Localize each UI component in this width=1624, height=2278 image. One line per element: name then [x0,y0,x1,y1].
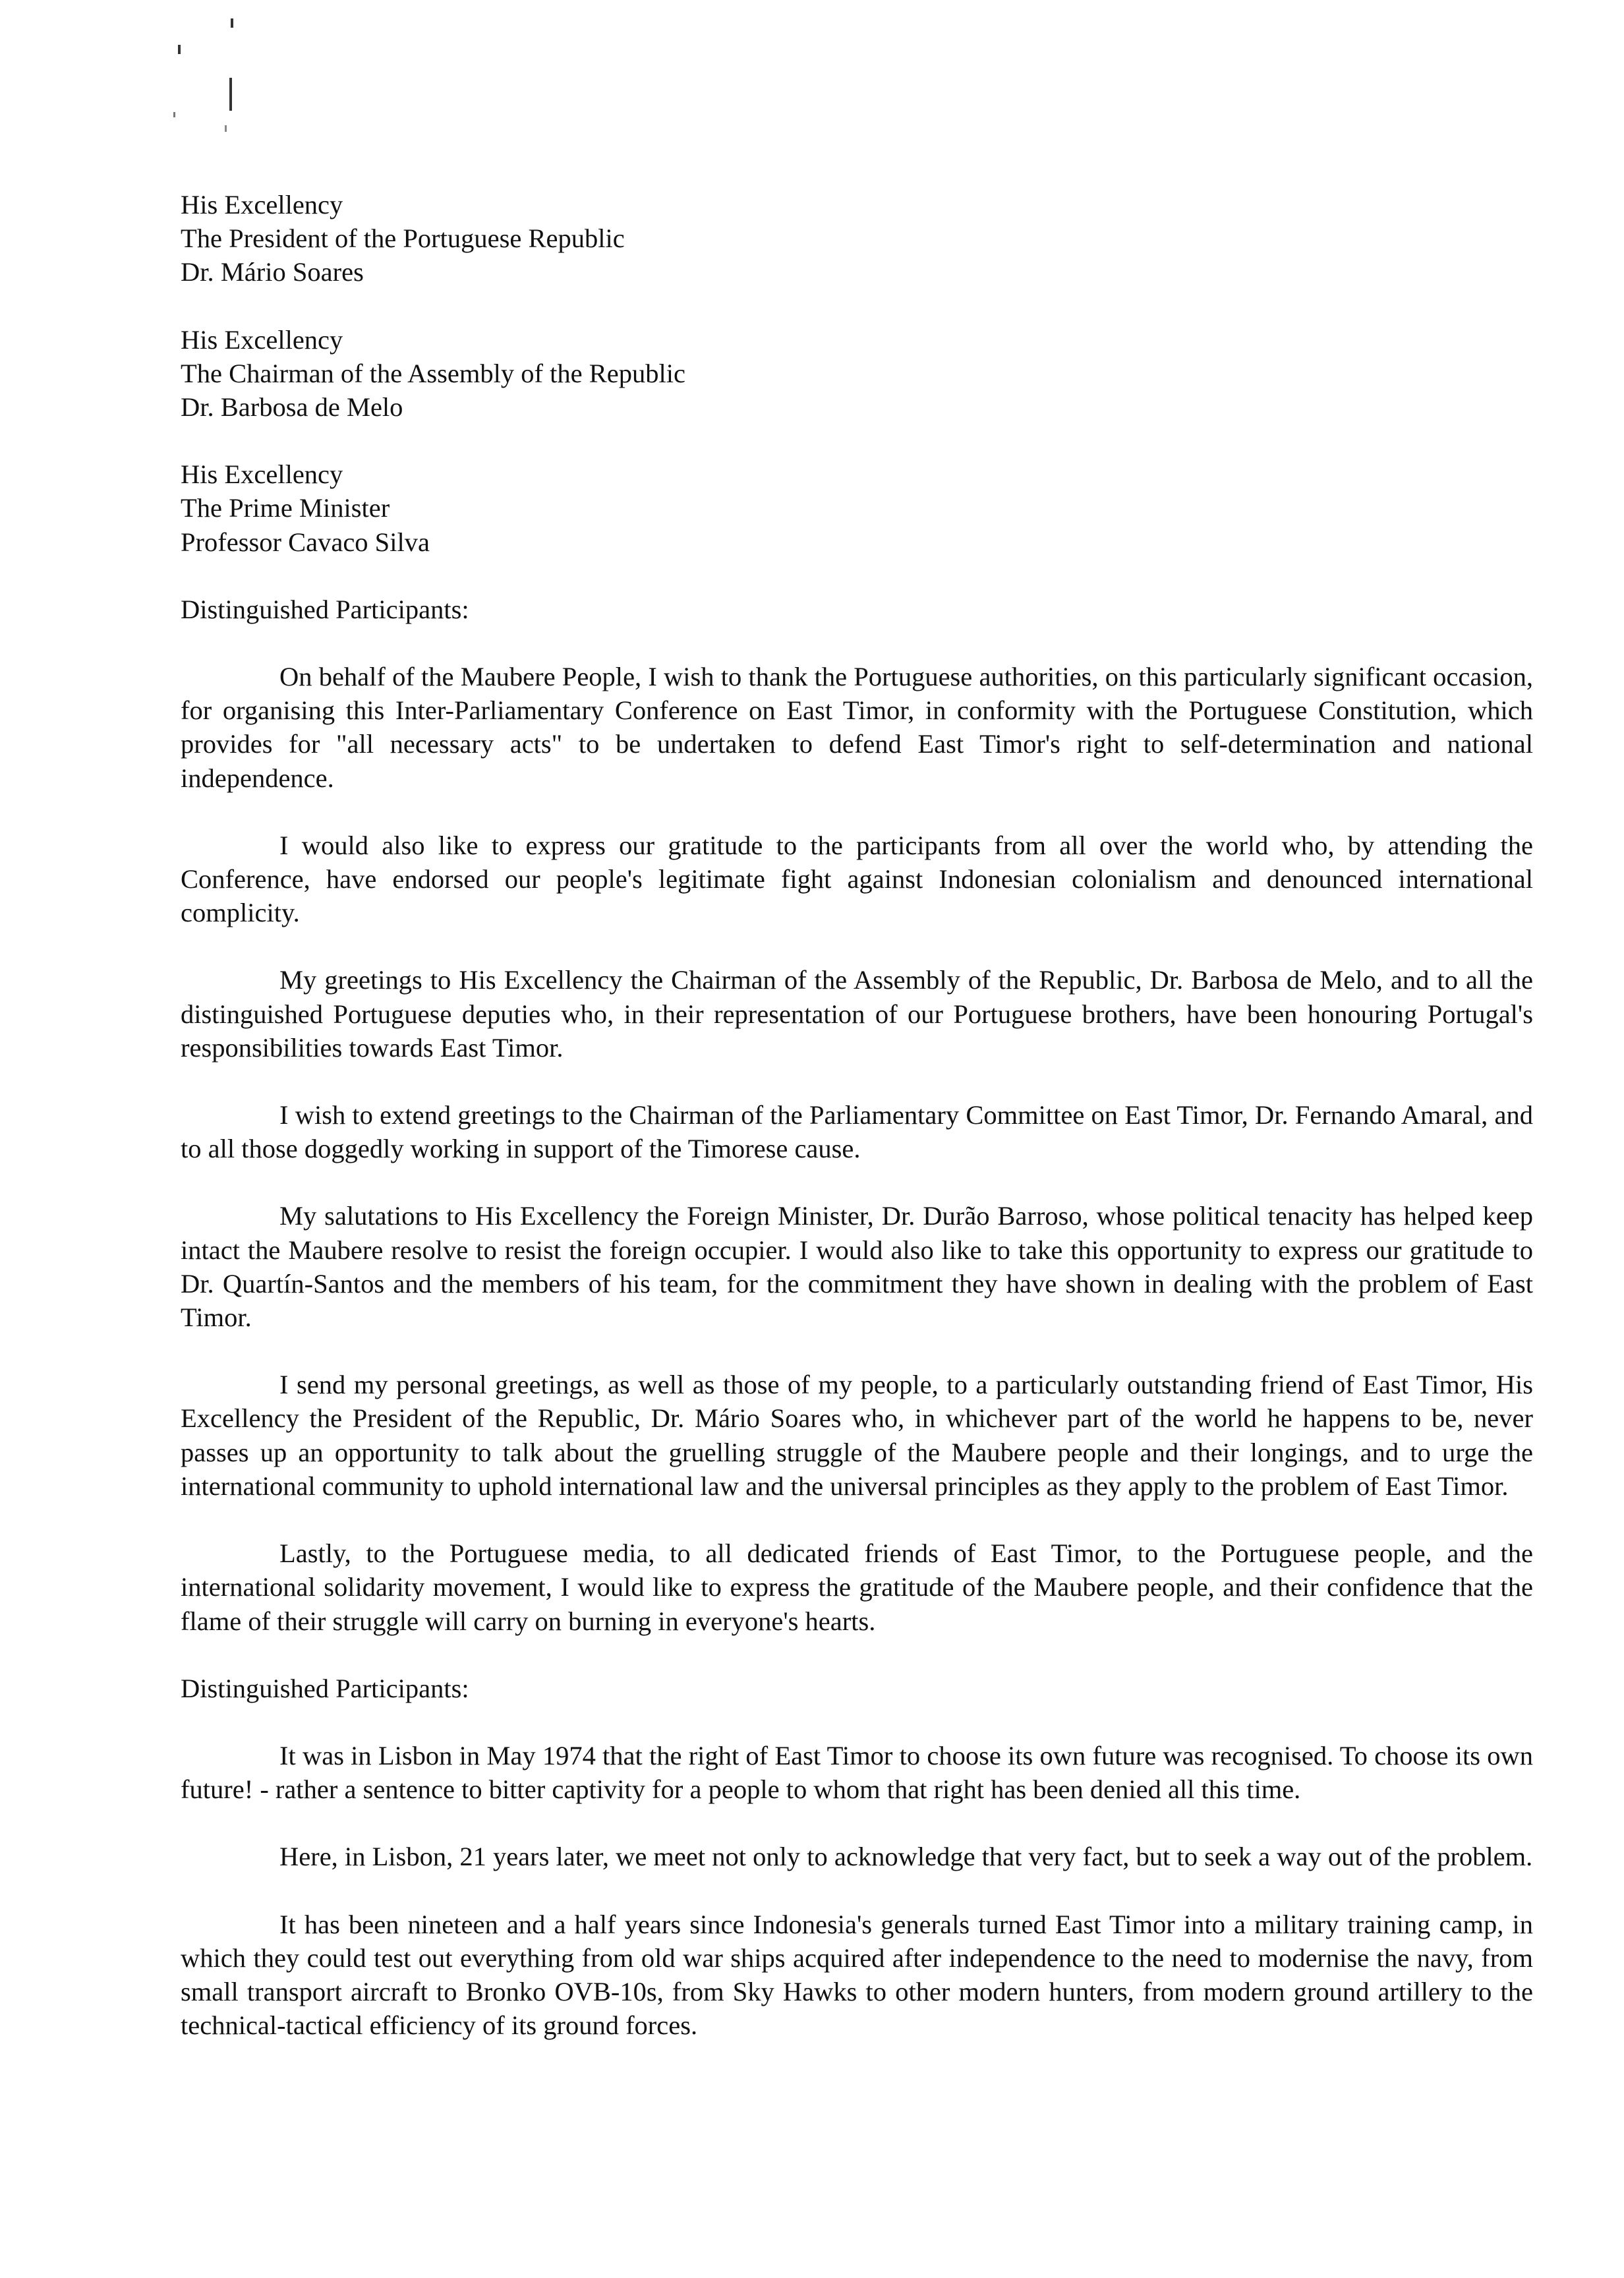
paragraph-lisbon-21-years: Here, in Lisbon, 21 years later, we meet not only to acknowledge that very fact, but to seek a way out of the problem. [279,1842,1533,1872]
paragraph-salutations-foreign-minister: My salutations to His Excellency the Foreign Minister, Dr. Durão Barroso, whose political tenacity has helped keep intact the Maubere resolve to resist the foreign occupier. I would also like to take this opportunity to express our gratitude to Dr. Quartín-Santos and the members of his team, for the commitment they have shown in dealing with the problem of East Timor. [181,1201,1533,1333]
paragraph-media-solidarity: Lastly, to the Portuguese media, to all dedicated friends of East Timor, to the Portuguese people, and the international solidarity movement, I would like to express the gratitude of the Maubere people, and their confidence that the flame of their struggle will carry on burning in everyone's hearts. [181,1538,1533,1636]
addressee-name: Dr. Mário Soares [181,257,364,287]
addressee-block-chairman [181,323,1533,424]
salutation-first: Distinguished Participants: [181,594,469,624]
addressee-greeting: His Excellency [181,459,343,490]
addressee-block-prime-minister [181,457,1533,559]
addressee-name: Professor Cavaco Silva [181,527,430,557]
paragraph-greetings-assembly: My greetings to His Excellency the Chairman of the Assembly of the Republic, Dr. Barbosa de Melo, and to all the distinguished Portuguese deputies who, in their representation of our Portuguese brothers, have been honouring Portugal's responsibilities towards East Timor. [181,965,1533,1063]
scan-artifact-marks [168,13,247,138]
salutation-second: Distinguished Participants: [181,1673,469,1703]
addressee-greeting: His Excellency [181,190,343,219]
paragraph-gratitude-participants: I would also like to express our gratitude to the participants from all over the world who, by attending the Conference, have endorsed our people's legitimate fight against Indonesian colonialism and denounced international complicity. [181,830,1533,928]
addressee-greeting: His Excellency [181,324,343,355]
addressee-title: The Chairman of the Assembly of the Republic [181,358,685,388]
addressee-name: Dr. Barbosa de Melo [181,392,403,423]
paragraph-greetings-committee: I wish to extend greetings to the Chairman of the Parliamentary Committee on East Timor, Dr. Fernando Amaral, and to all those doggedly working in support of the Timorese cause. [181,1100,1533,1164]
paragraph-military-camp: It has been nineteen and a half years since Indonesia's generals turned East Timor into a military training camp, in which they could test out everything from old war ships acquired after independence to the need to modernise the navy, from small transport aircraft to Bronko OVB-10s, from Sky Hawks to other modern hunters, from modern ground artillery to the technical-tactical efficiency of its ground forces. [181,1909,1533,2041]
addressee-title: The Prime Minister [181,493,390,523]
addressee-block-president [181,188,1533,289]
paragraph-greetings-president: I send my personal greetings, as well as those of my people, to a particularly outstanding friend of East Timor, His Excellency the President of the Republic, Dr. Mário Soares who, in whichever part of the world he happens to be, never passes up an opportunity to talk about the gruelling struggle of the Maubere people and their longings, and to urge the international community to uphold international law and the universal principles as they apply to the problem of East Timor. [181,1370,1533,1501]
paragraph-thanks-authorities: On behalf of the Maubere People, I wish to thank the Portuguese authorities, on this particularly significant occasion, for organising this Inter-Parliamentary Conference on East Timor, in conformity with the Portuguese Constitution, which provides for "all necessary acts" to be undertaken to defend East Timor's right to self-determination and national independence. [181,662,1533,793]
paragraph-lisbon-1974: It was in Lisbon in May 1974 that the right of East Timor to choose its own future was recognised. To choose its own future! - rather a sentence to bitter captivity for a people to whom that right has been denied all this time. [181,1740,1533,1805]
letter-body [181,188,1533,2042]
addressee-title: The President of the Portuguese Republic [181,223,625,254]
